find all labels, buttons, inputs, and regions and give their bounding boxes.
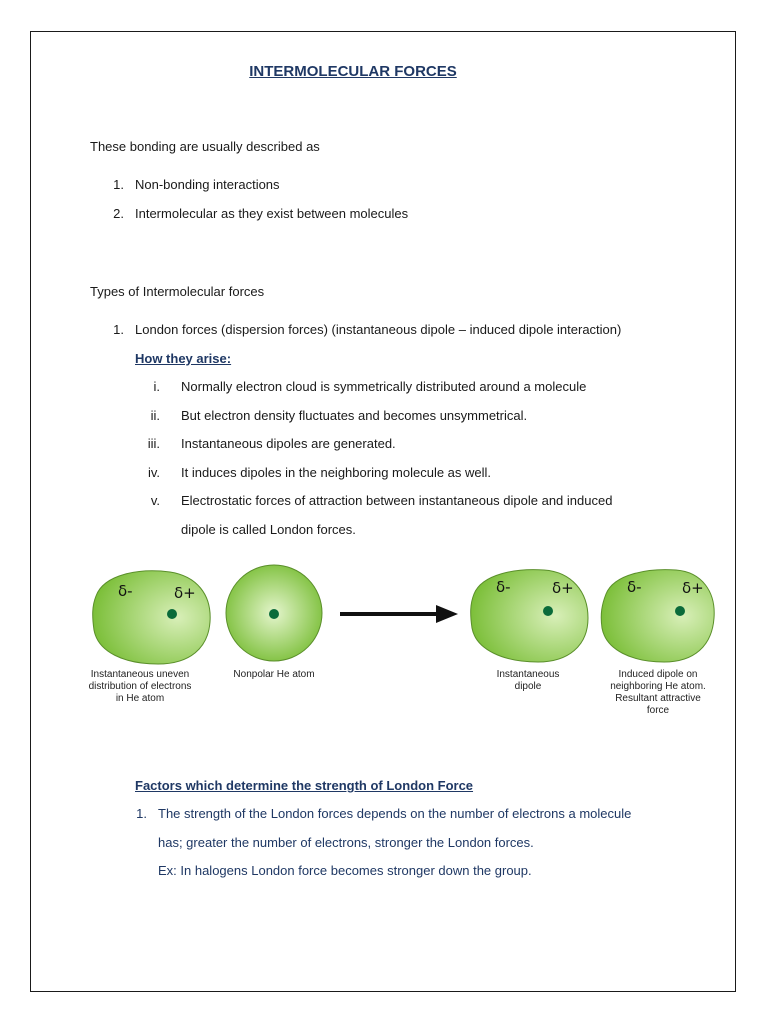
- types-heading: Types of Intermolecular forces: [90, 284, 265, 299]
- arrow-icon: [340, 605, 458, 623]
- step-item: It induces dipoles in the neighboring molecule as well.: [181, 465, 492, 480]
- step-item: But electron density fluctuates and becomes unsymmetrical.: [181, 408, 528, 423]
- delta-minus-label: δ-: [627, 578, 642, 596]
- caption-line: neighboring He atom.: [610, 681, 706, 692]
- caption-line: dipole: [514, 681, 542, 692]
- caption-line: in He atom: [115, 693, 165, 704]
- step-item: Instantaneous dipoles are generated.: [181, 436, 396, 451]
- nonpolar-he-atom: [226, 565, 322, 661]
- list-item: Non-bonding interactions: [135, 177, 280, 192]
- delta-minus-label: δ-: [118, 582, 133, 600]
- caption-line: Resultant attractive: [615, 693, 701, 704]
- intro-text: These bonding are usually described as: [90, 139, 320, 154]
- list-number: 2.: [113, 206, 124, 221]
- london-forces-item: London forces (dispersion forces) (instantaneous dipole – induced dipole interaction): [135, 322, 622, 337]
- factor-item: The strength of the London forces depends on the number of electrons a molecule: [158, 806, 632, 821]
- factor-example: Ex: In halogens London force becomes stronger down the group.: [158, 863, 532, 878]
- delta-minus-label: δ-: [496, 578, 511, 596]
- list-number: 1.: [113, 177, 124, 192]
- caption-instantaneous-dipole: [476, 669, 580, 693]
- caption-nonpolar-atom: [214, 669, 334, 681]
- caption-uneven-distribution: [66, 669, 214, 705]
- delta-plus-label: δ+: [552, 579, 574, 597]
- roman-numeral: iii.: [147, 436, 160, 451]
- caption-line: distribution of electrons: [88, 681, 192, 692]
- uneven-electron-cloud: [93, 571, 210, 664]
- step-item: Electrostatic forces of attraction between instantaneous dipole and induced: [181, 493, 613, 508]
- caption-line: Induced dipole on: [618, 669, 698, 680]
- step-item-continuation: dipole is called London forces.: [181, 522, 356, 537]
- caption-induced-dipole: [592, 669, 724, 717]
- nucleus-dot: [543, 606, 553, 616]
- caption-line: force: [646, 705, 670, 716]
- nucleus-dot: [269, 609, 279, 619]
- caption-line: Instantaneous uneven: [90, 669, 190, 680]
- list-item: Intermolecular as they exist between molecules: [135, 206, 409, 221]
- step-item: Normally electron cloud is symmetrically distributed around a molecule: [181, 379, 587, 394]
- how-they-arise-heading: How they arise:: [135, 351, 232, 366]
- list-number: 1.: [136, 806, 147, 821]
- delta-plus-label: δ+: [174, 584, 196, 602]
- instantaneous-dipole: [471, 570, 588, 662]
- delta-plus-label: δ+: [682, 579, 704, 597]
- induced-dipole: [601, 570, 714, 662]
- caption-line: Instantaneous: [496, 669, 560, 680]
- factors-heading: Factors which determine the strength of London Force: [135, 778, 474, 793]
- caption-line: Nonpolar He atom: [233, 669, 315, 680]
- nucleus-dot: [167, 609, 177, 619]
- roman-numeral: v.: [150, 493, 160, 508]
- factor-item-continuation: has; greater the number of electrons, stronger the London forces.: [158, 835, 534, 850]
- list-number: 1.: [113, 322, 124, 337]
- nucleus-dot: [675, 606, 685, 616]
- page-title: INTERMOLECULAR FORCES: [249, 63, 457, 80]
- roman-numeral: iv.: [147, 465, 160, 480]
- roman-numeral: i.: [153, 379, 160, 394]
- roman-numeral: ii.: [150, 408, 160, 423]
